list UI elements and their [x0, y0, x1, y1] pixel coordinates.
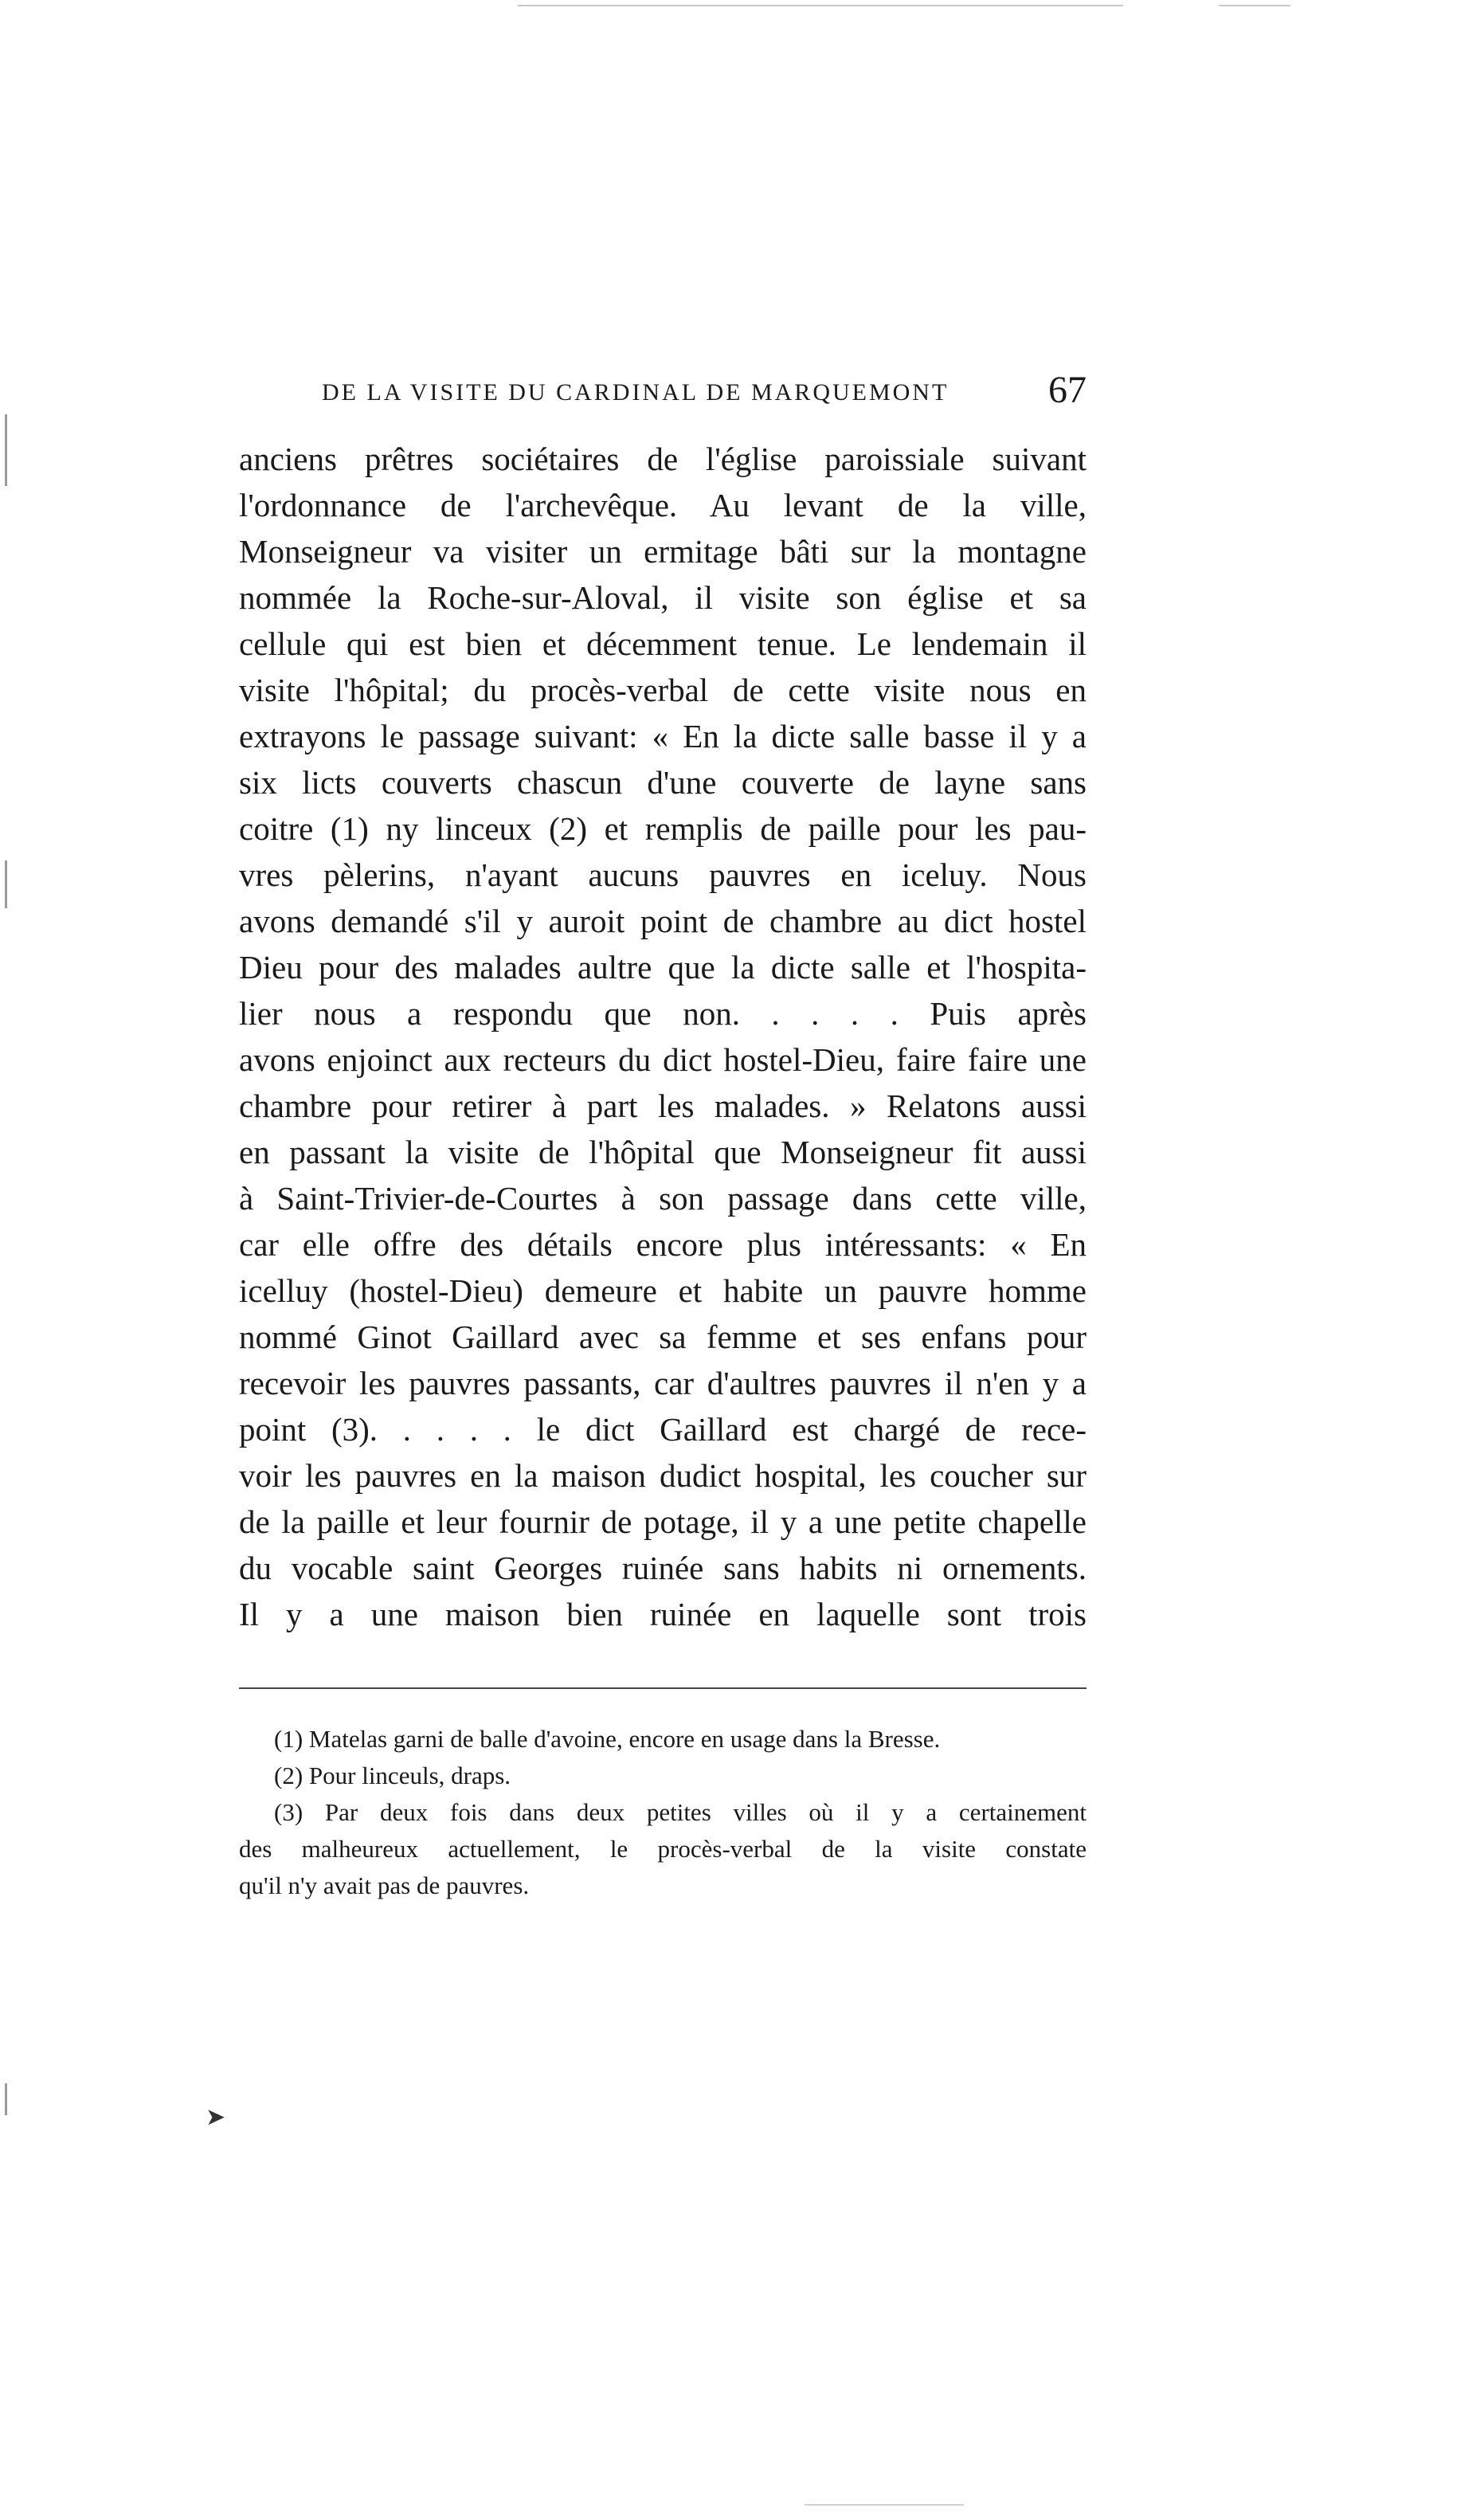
scan-artifact-top-rule-right	[1219, 5, 1290, 6]
body-line: six licts couverts chascun d'une couverte de layne sans	[239, 764, 1087, 801]
footnote-3-continuation: des malheureux actuellement, le procès-verbal de la visite constate	[239, 1835, 1087, 1863]
body-line: chambre pour retirer à part les malades. » Relatons aussi	[239, 1087, 1087, 1124]
body-line: de la paille et leur fournir de potage, il y a une petite chapelle	[239, 1503, 1087, 1540]
running-head	[322, 368, 1087, 424]
body-line: Dieu pour des malades aultre que la dicte salle et l'hospita-	[239, 949, 1087, 986]
body-line: car elle offre des détails encore plus intéressants: « En	[239, 1226, 1087, 1263]
scan-artifact-arrow-icon: ➤	[206, 2103, 226, 2131]
scan-artifact-top-rule	[518, 5, 1123, 6]
body-line: voir les pauvres en la maison dudict hospital, les coucher sur	[239, 1457, 1087, 1494]
body-line: cellule qui est bien et décemment tenue. Le lendemain il	[239, 625, 1087, 662]
body-line: lier nous a respondu que non. . . . . Puis après	[239, 995, 1087, 1032]
footnote-1: (1) Matelas garni de balle d'avoine, encore en usage dans la Bresse.	[274, 1725, 941, 1753]
scan-artifact-left-mark	[5, 414, 7, 486]
body-line: Monseigneur va visiter un ermitage bâti sur la montagne	[239, 533, 1087, 570]
body-line: recevoir les pauvres passants, car d'aultres pauvres il n'en y a	[239, 1365, 1087, 1401]
body-line: avons demandé s'il y auroit point de chambre au dict hostel	[239, 903, 1087, 939]
running-title: DE LA VISITE DU CARDINAL DE MARQUEMONT	[322, 379, 950, 406]
body-line: coitre (1) ny linceux (2) et remplis de paille pour les pau-	[239, 810, 1087, 847]
scan-artifact-bottom-mark	[805, 2504, 964, 2506]
page-number: 67	[1048, 369, 1087, 411]
body-line: Il y a une maison bien ruinée en laquelle sont trois	[239, 1596, 1087, 1632]
body-text	[239, 436, 1087, 1637]
body-line: nommé Ginot Gaillard avec sa femme et ses enfans pour	[239, 1319, 1087, 1355]
body-line: visite l'hôpital; du procès-verbal de cette visite nous en	[239, 672, 1087, 708]
scan-artifact-left-mark	[5, 860, 7, 908]
footnote-3: (3) Par deux fois dans deux petites villes où il y a certainement	[274, 1798, 1087, 1826]
body-line: du vocable saint Georges ruinée sans habits ni ornements.	[239, 1550, 1087, 1586]
body-line: à Saint-Trivier-de-Courtes à son passage dans cette ville,	[239, 1180, 1087, 1217]
body-line: vres pèlerins, n'ayant aucuns pauvres en iceluy. Nous	[239, 856, 1087, 893]
body-line: avons enjoinct aux recteurs du dict hostel-Dieu, faire faire une	[239, 1041, 1087, 1078]
body-line: icelluy (hostel-Dieu) demeure et habite un pauvre homme	[239, 1272, 1087, 1309]
body-line: extrayons le passage suivant: « En la dicte salle basse il y a	[239, 718, 1087, 754]
body-line: l'ordonnance de l'archevêque. Au levant de la ville,	[239, 487, 1087, 523]
body-line: en passant la visite de l'hôpital que Monseigneur fit aussi	[239, 1134, 1087, 1170]
footnote-2: (2) Pour linceuls, draps.	[274, 1762, 511, 1789]
scan-artifact-left-mark	[5, 2083, 7, 2115]
footnotes	[239, 1721, 1087, 1904]
footnote-3-continuation: qu'il n'y avait pas de pauvres.	[239, 1871, 530, 1899]
footnote-divider	[239, 1687, 1087, 1689]
body-line: anciens prêtres sociétaires de l'église paroissiale suivant	[239, 441, 1087, 477]
body-line: nommée la Roche-sur-Aloval, il visite son église et sa	[239, 579, 1087, 616]
body-line: point (3). . . . . le dict Gaillard est chargé de rece-	[239, 1411, 1087, 1448]
